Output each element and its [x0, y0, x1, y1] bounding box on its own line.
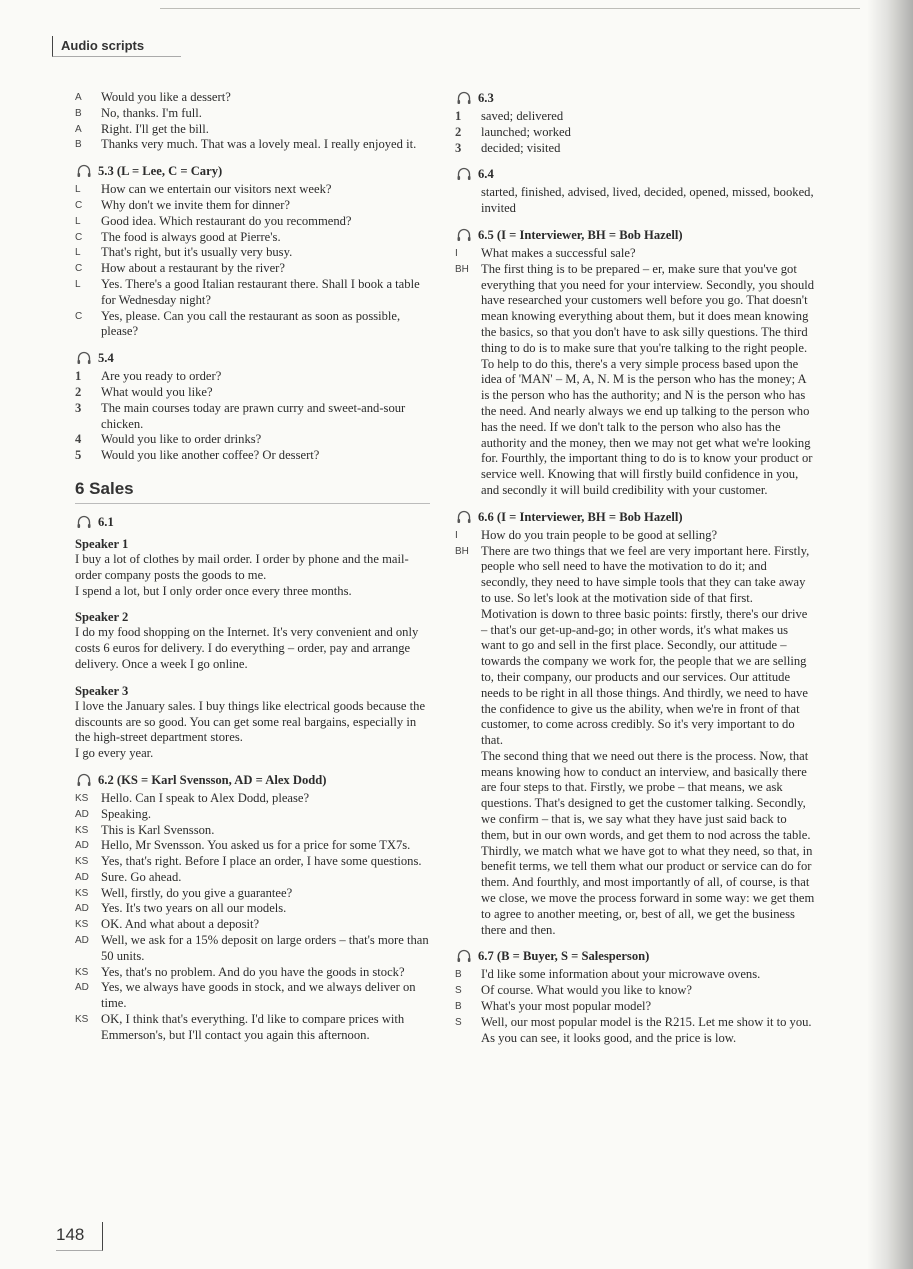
- headphones-icon: [76, 351, 92, 365]
- dialog-line: [75, 369, 430, 385]
- dialog-line: [75, 90, 430, 106]
- dialog-line: [75, 432, 430, 448]
- track-6-2-heading[interactable]: [75, 772, 430, 788]
- dialog-line: [455, 967, 815, 983]
- dialog-line: [75, 448, 430, 464]
- dialog-line: [75, 277, 430, 309]
- paragraph: The second thing that we need out there is the process. Now, that means knowing how to conduct an interview, and basically there are four steps to that. Firstly, we probe – that means, we ask questions. That's designed to get the customer talking. Secondly, we confirm – that is, we say what they have just said back to them, but in our own words, and get them to nod across the table. Thirdly, we match what we have got to what they need, so that, in benefit terms, we tell them what our product or service can do for them. And fourthly, and most importantly of all, of course, is that we close, we move the process forward in some way: we get them to agree to another meeting, or, best of all, we get the business there and then.: [481, 748, 815, 937]
- speaker-label: KS: [75, 824, 89, 836]
- track-title: 6.2 (KS = Karl Svensson, AD = Alex Dodd): [98, 772, 327, 787]
- line-text: Would you like to order drinks?: [101, 432, 262, 447]
- line-text: Yes. There's a good Italian restaurant there. Shall I book a table for Wednesday night?: [101, 276, 420, 307]
- running-header: Audio scripts: [52, 36, 181, 57]
- track-6-7-heading[interactable]: [455, 948, 815, 964]
- track-5-3-heading[interactable]: [75, 163, 430, 179]
- dialog-line: [75, 261, 430, 277]
- speaker-label: 3: [455, 140, 462, 155]
- line-text: Would you like another coffee? Or dessert?: [101, 448, 320, 463]
- speaker-label: B: [455, 969, 462, 981]
- line-text: Well, we ask for a 15% deposit on large orders – that's more than 50 units.: [101, 933, 429, 963]
- paragraph: Motivation is down to three basic points: firstly, there's our drive – that's our get-up-and-go; in other words, it's what makes us want to go and sell in the first place. Secondly, our attitude – towards the company we work for, the people that we are selling to, their company, our products and our services. Our attitude needs to be right in all those things. And thirdly, we need to have the confidence to give us the ability, when we're in front of that customer, to come across credibly. So it's very important to do that.: [481, 606, 808, 748]
- speaker-label: AD: [75, 903, 89, 915]
- speaker-label: AD: [75, 935, 89, 947]
- speaker-label: I: [455, 247, 458, 259]
- dialog-line: [75, 401, 430, 433]
- track-6-3-heading[interactable]: [455, 90, 815, 106]
- paragraph: I spend a lot, but I only order once every three months.: [75, 583, 352, 598]
- speaker-label: B: [455, 1001, 462, 1013]
- paragraph: There are two things that we feel are very important here. Firstly, people who sell need to have the motivation to do it; and secondly, they need to have simple tools that they can take away to use. So let's look at the motivation side of that first.: [481, 543, 810, 605]
- dialog-6-2: [75, 791, 430, 1044]
- line-text: [481, 246, 815, 262]
- line-text: Yes. It's two years on all our models.: [101, 901, 287, 916]
- speaker-label: KS: [75, 966, 89, 978]
- headphones-icon: [76, 164, 92, 178]
- dialog-line: [455, 125, 815, 141]
- answers-6-3: [455, 109, 815, 156]
- track-title: 5.3 (L = Lee, C = Cary): [98, 164, 223, 179]
- dialog-line: [75, 870, 430, 886]
- line-text: Hello. Can I speak to Alex Dodd, please?: [101, 790, 310, 805]
- dialog-6-5: [455, 246, 815, 499]
- speaker-label: L: [75, 184, 81, 196]
- dialog-line: [455, 141, 815, 157]
- dialog-line: [455, 109, 815, 125]
- line-text: Speaking.: [101, 806, 152, 821]
- line-text: Good idea. Which restaurant do you recommend?: [101, 213, 352, 228]
- dialog-line: [455, 528, 815, 544]
- track-6-6-heading[interactable]: [455, 509, 815, 525]
- speaker-label: 1: [455, 109, 462, 123]
- dialog-line: [75, 886, 430, 902]
- line-text: OK, I think that's everything. I'd like to compare prices with Emmerson's, but I'll contact you again this afternoon.: [101, 1012, 405, 1042]
- paragraph: How do you train people to be good at selling?: [481, 527, 718, 542]
- line-text: Yes, that's right. Before I place an order, I have some questions.: [101, 854, 422, 869]
- speaker-label: S: [455, 1016, 462, 1028]
- speaker-label: 1: [75, 369, 82, 384]
- line-text: The food is always good at Pierre's.: [101, 229, 281, 244]
- dialog-line: [455, 983, 815, 999]
- speaker-label: C: [75, 231, 83, 243]
- page-number: 148: [56, 1222, 103, 1251]
- speaker-label: C: [75, 263, 83, 275]
- dialog-line: [75, 1012, 430, 1044]
- line-text: [481, 528, 815, 544]
- line-text: Yes, we always have goods in stock, and we always deliver on time.: [101, 980, 416, 1011]
- speaker-label: AD: [75, 808, 89, 820]
- dialog-line: [75, 214, 430, 230]
- track-title: 6.3: [478, 91, 494, 105]
- line-text: How about a restaurant by the river?: [101, 261, 285, 276]
- track-title: 6.7 (B = Buyer, S = Salesperson): [478, 949, 650, 964]
- line-text: Well, firstly, do you give a guarantee?: [101, 885, 293, 900]
- speaker-label: BH: [455, 545, 469, 557]
- headphones-icon: [456, 228, 472, 242]
- top-rule: [160, 8, 860, 9]
- speaker-label: S: [455, 985, 462, 997]
- headphones-icon: [456, 91, 472, 105]
- track-6-5-heading[interactable]: [455, 227, 815, 243]
- headphones-icon: [456, 949, 472, 963]
- paragraph: I buy a lot of clothes by mail order. I order by phone and the mail-order company posts the goods to me.: [75, 551, 409, 582]
- track-title: 6.5 (I = Interviewer, BH = Bob Hazell): [478, 227, 683, 242]
- line-text: No, thanks. I'm full.: [101, 105, 202, 120]
- speaker-label: 4: [75, 432, 82, 447]
- right-column: [455, 90, 815, 1046]
- speaker-label: AD: [75, 982, 89, 994]
- dialog-line: [75, 182, 430, 198]
- headphones-icon: [76, 773, 92, 787]
- answers-6-4: started, finished, advised, lived, decided, opened, missed, booked, invited: [481, 185, 814, 216]
- line-text: Thanks very much. That was a lovely meal. I really enjoyed it.: [101, 137, 417, 152]
- speaker-label: KS: [75, 919, 89, 931]
- dialog-5-2-tail: [75, 90, 430, 153]
- speaker-label: I: [455, 529, 458, 541]
- speaker-label: L: [75, 278, 81, 290]
- dialog-line: [75, 823, 430, 839]
- dialog-line: [75, 933, 430, 965]
- dialog-line: [75, 854, 430, 870]
- line-text: Why don't we invite them for dinner?: [101, 197, 291, 212]
- speaker-label: KS: [75, 1014, 89, 1026]
- left-column: [75, 90, 430, 1044]
- speaker-heading: Speaker 3: [75, 683, 129, 698]
- dialog-line: [75, 122, 430, 138]
- paragraph: What makes a successful sale?: [481, 245, 636, 260]
- dialog-line: [75, 791, 430, 807]
- headphones-icon: [76, 515, 92, 529]
- paragraph: The first thing is to be prepared – er, make sure that you've got everything that you need for your interview. Secondly, you should have researched your customers well before you go. That doesn't mean knowing everything about them, but it does mean knowing the basics, so that you don't have to ask silly questions. The third thing to do is to make sure that you're talking to the right people. To help to do this, there's a very simple process based upon the idea of 'MAN' – M, A, N. M is the person who has the money; A is the person who has the authority; and N is the person who has the need. And nearly always we end up talking to the person who has the need. If we don't talk to the person who also has the authority and the money, then we may not get what we're looking for. Fourthly, the important thing to do is to know your product or service well. Knowing that will firstly build confidence in you, and secondly it will build credibility with your customer.: [481, 261, 815, 497]
- dialog-line: [75, 245, 430, 261]
- line-text: Well, our most popular model is the R215. Let me show it to you. As you can see, it looks good, and the price is low.: [481, 1014, 812, 1045]
- headphones-icon: [456, 167, 472, 181]
- speaker-label: BH: [455, 263, 469, 275]
- dialog-5-3: [75, 182, 430, 340]
- paragraph: I do my food shopping on the Internet. It's very convenient and only costs 6 euros for delivery. I do everything – order, pay and arrange delivery. Once a week I go online.: [75, 625, 419, 671]
- speaker-label: KS: [75, 792, 89, 804]
- dialog-line: [455, 1015, 815, 1047]
- dialog-line: [75, 198, 430, 214]
- track-title: 5.4: [98, 351, 114, 366]
- speaker-label: C: [75, 310, 83, 322]
- line-text: launched; worked: [481, 124, 571, 139]
- paragraph: I love the January sales. I buy things like electrical goods because the discounts are so good. You can get some real bargains, especially in the high-street department stores.: [75, 698, 426, 745]
- dialog-line: [75, 838, 430, 854]
- line-text: This is Karl Svensson.: [101, 822, 215, 837]
- line-text: [481, 262, 815, 499]
- track-title: 6.1: [98, 514, 114, 529]
- line-text: That's right, but it's usually very busy.: [101, 245, 293, 260]
- speaker-label: 5: [75, 448, 82, 463]
- dialog-line: [75, 309, 430, 341]
- line-text: decided; visited: [481, 140, 561, 155]
- dialog-line: [455, 544, 815, 939]
- line-text: Are you ready to order?: [101, 369, 222, 384]
- speaker-heading: Speaker 2: [75, 610, 129, 625]
- line-text: Would you like a dessert?: [101, 90, 231, 104]
- dialog-5-4: [75, 369, 430, 464]
- track-5-4-heading[interactable]: [75, 350, 430, 366]
- line-text: Yes, that's no problem. And do you have the goods in stock?: [101, 964, 405, 979]
- line-text: Sure. Go ahead.: [101, 869, 182, 884]
- line-text: Yes, please. Can you call the restaurant as soon as possible, please?: [101, 308, 401, 339]
- line-text: The main courses today are prawn curry and sweet-and-sour chicken.: [101, 400, 406, 431]
- speaker-label: A: [75, 123, 82, 135]
- dialog-line: [75, 965, 430, 981]
- speaker-label: AD: [75, 840, 89, 852]
- section-title: 6 Sales: [75, 478, 430, 504]
- track-title: 6.6 (I = Interviewer, BH = Bob Hazell): [478, 509, 683, 524]
- speaker-label: B: [75, 107, 82, 119]
- speaker-heading: Speaker 1: [75, 536, 129, 551]
- dialog-line: [75, 901, 430, 917]
- speaker-label: KS: [75, 887, 89, 899]
- line-text: Right. I'll get the bill.: [101, 121, 209, 136]
- line-text: What's your most popular model?: [481, 999, 652, 1014]
- line-text: OK. And what about a deposit?: [101, 917, 260, 932]
- line-text: [481, 544, 815, 939]
- dialog-line: [455, 262, 815, 499]
- page-gutter-shadow: [867, 0, 913, 1269]
- dialog-6-7: [455, 967, 815, 1046]
- speaker-label: L: [75, 247, 81, 259]
- dialog-line: [75, 137, 430, 153]
- line-text: Hello, Mr Svensson. You asked us for a price for some TX7s.: [101, 838, 411, 853]
- speaker-label: C: [75, 199, 83, 211]
- paragraph: I go every year.: [75, 746, 154, 761]
- line-text: I'd like some information about your microwave ovens.: [481, 967, 761, 982]
- dialog-line: [75, 230, 430, 246]
- dialog-line: [75, 807, 430, 823]
- speaker-label: L: [75, 215, 81, 227]
- dialog-6-6: [455, 528, 815, 939]
- dialog-line: [455, 999, 815, 1015]
- track-6-1-heading[interactable]: [75, 514, 430, 530]
- speaker-label: 2: [75, 384, 82, 399]
- speaker-label: 2: [455, 124, 462, 139]
- monologues-6-1: [75, 536, 430, 762]
- headphones-icon: [456, 510, 472, 524]
- dialog-line: [75, 980, 430, 1012]
- speaker-label: KS: [75, 856, 89, 868]
- dialog-line: [75, 385, 430, 401]
- speaker-label: AD: [75, 871, 89, 883]
- line-text: What would you like?: [101, 384, 213, 399]
- line-text: Of course. What would you like to know?: [481, 983, 693, 998]
- dialog-line: [455, 246, 815, 262]
- speaker-label: 3: [75, 400, 82, 415]
- speaker-label: A: [75, 92, 82, 103]
- speaker-label: B: [75, 139, 82, 151]
- dialog-line: [75, 917, 430, 933]
- track-6-4-heading[interactable]: [455, 166, 815, 182]
- line-text: How can we entertain our visitors next week?: [101, 182, 332, 197]
- dialog-line: [75, 106, 430, 122]
- track-title: 6.4: [478, 167, 494, 182]
- line-text: saved; delivered: [481, 109, 564, 123]
